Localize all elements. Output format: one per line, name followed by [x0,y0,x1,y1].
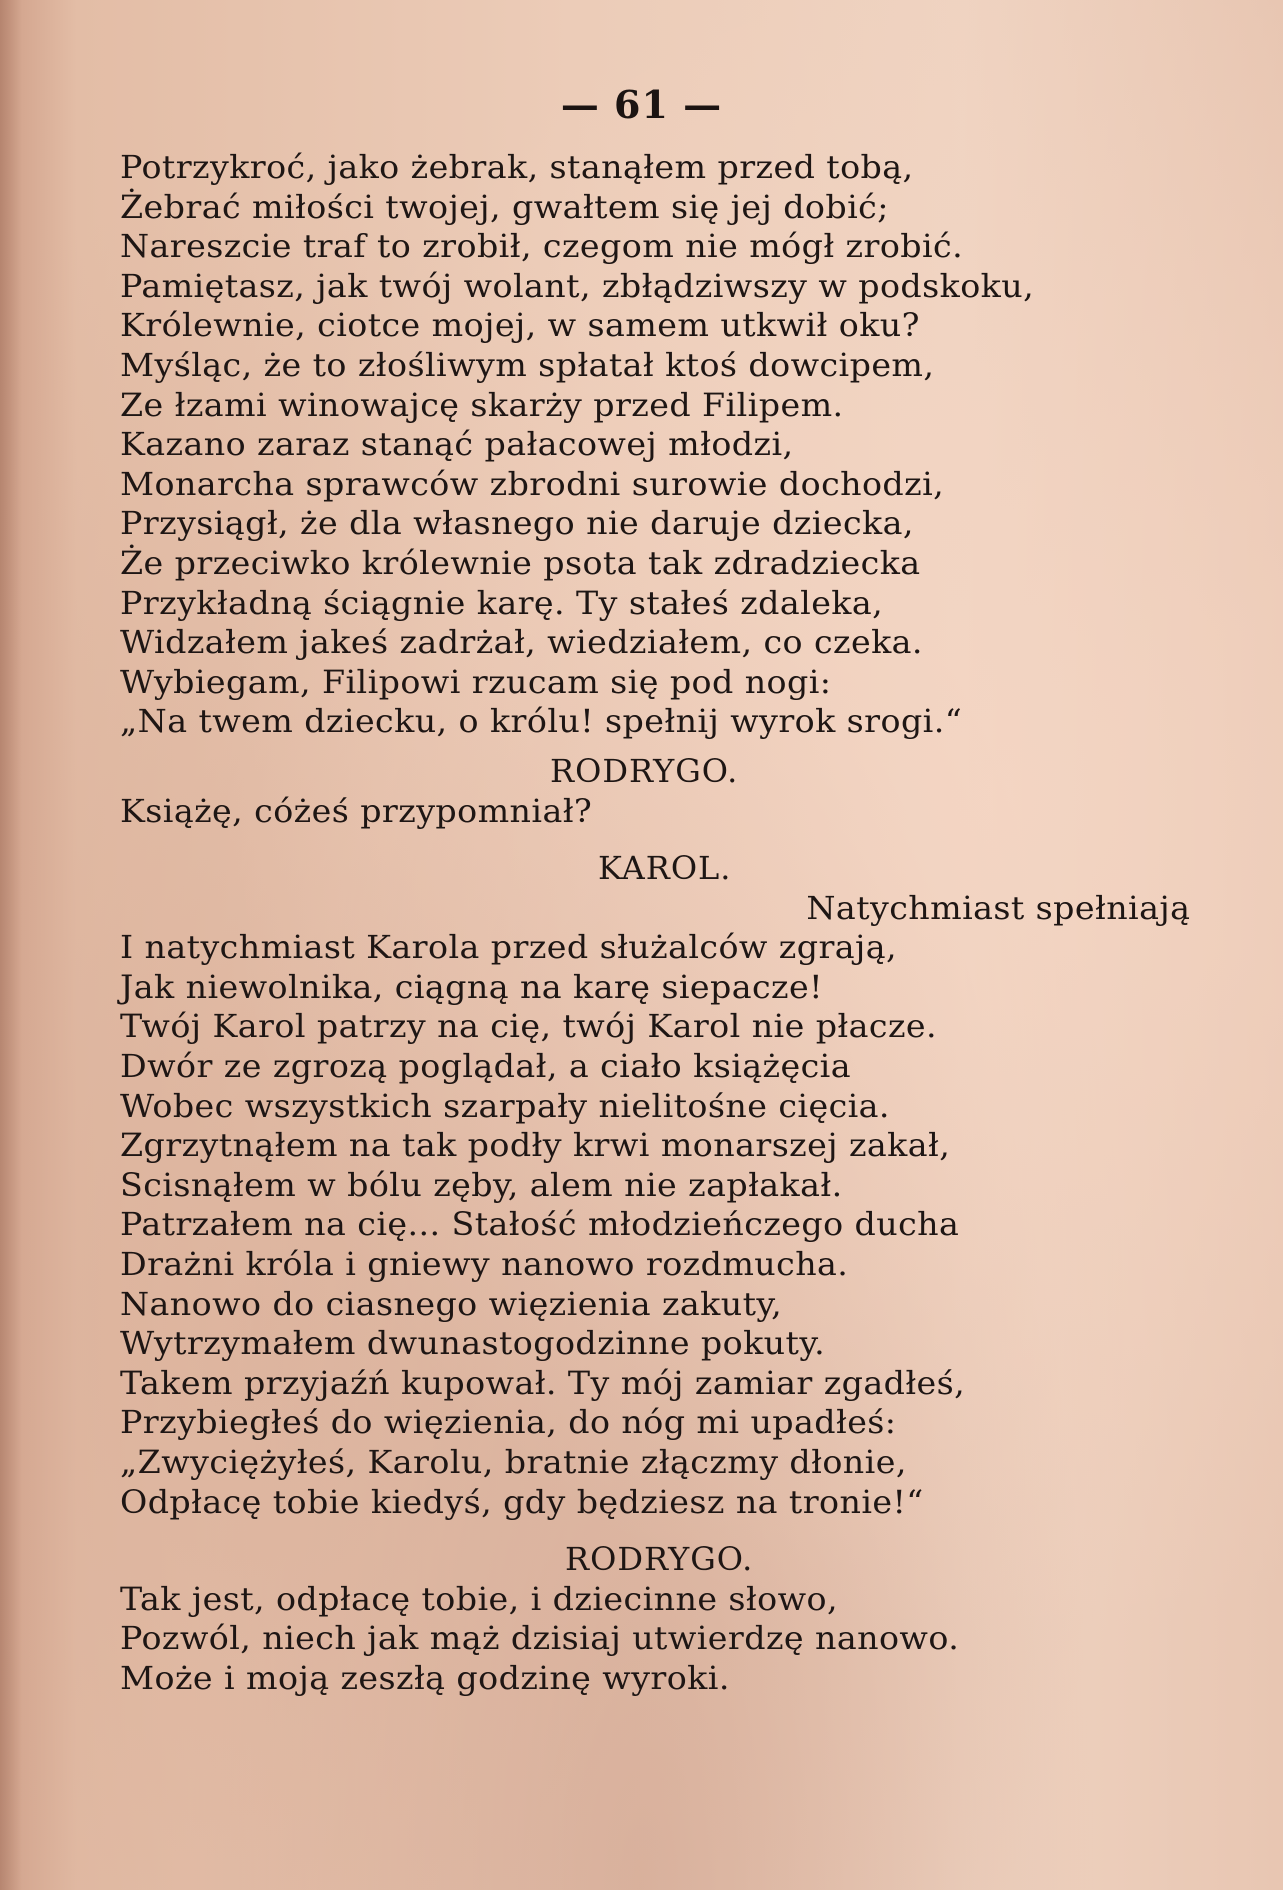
verse-line: Kazano zaraz stanąć pałacowej młodzi, [120,425,794,464]
speaker-name-rodrygo: RODRYGO. [565,1540,754,1579]
speaker-name-rodrygo: RODRYGO. [550,751,739,790]
page-number: — 61 — [560,82,723,127]
verse-line: Tak jest, odpłacę tobie, i dziecinne słowo, [120,1579,838,1618]
page-edge-shadow [0,0,22,1890]
verse-line: Ze łzami winowajcę skarży przed Filipem. [120,385,844,424]
verse-line: Przybiegłeś do więzienia, do nóg mi upadłeś: [120,1403,897,1442]
verse-line: Widzałem jakeś zadrżał, wiedziałem, co czeka. [120,623,923,662]
verse-line: Myśląc, że to złośliwym spłatał ktoś dowcipem, [120,345,935,384]
verse-line: Pozwól, niech jak mąż dzisiaj utwierdzę nanowo. [120,1619,960,1658]
verse-line: Dwór ze zgrozą poglądał, a ciało książęcia [120,1047,851,1086]
verse-line: Wybiegam, Filipowi rzucam się pod nogi: [120,662,832,701]
verse-line: „Na twem dziecku, o królu! spełnij wyrok srogi.“ [120,702,963,741]
verse-line: Wobec wszystkich szarpały nielitośne cięcia. [120,1086,890,1125]
verse-line: Żebrać miłości twojej, gwałtem się jej dobić; [120,187,889,226]
verse-line: Przykładną ściągnie karę. Ty stałeś zdaleka, [120,583,884,622]
speaker-name-karol: KAROL. [598,849,732,888]
verse-line: Potrzykroć, jako żebrak, stanąłem przed tobą, [120,148,914,186]
verse-line: Drażni króla i gniewy nanowo rozdmucha. [120,1245,849,1284]
verse-line: Nareszcie traf to zrobił, czegom nie mógł zrobić. [120,227,964,266]
verse-line: I natychmiast Karola przed służalców zgrają, [120,928,898,967]
verse-line: Wytrzymałem dwunastogodzinne pokuty. [120,1324,826,1363]
verse-block-2 [120,928,1200,1522]
verse-block-3 [120,1580,1200,1699]
verse-line: Monarcha sprawców zbrodni surowie dochodzi, [120,464,945,503]
verse-line: Jak niewolnika, ciągną na karę siepacze! [120,967,823,1006]
verse-line: Nanowo do ciasnego więzienia zakuty, [120,1284,783,1323]
verse-line: Że przeciwko królewnie psota tak zdradziecka [120,543,921,582]
verse-line: Twój Karol patrzy na cię, twój Karol nie płacze. [120,1007,938,1046]
verse-line: Przysiągł, że dla własnego nie daruje dziecka, [120,504,914,543]
verse-line: „Zwyciężyłeś, Karolu, bratnie złączmy dłonie, [120,1443,907,1481]
verse-line: Może i moją zeszłą godzinę wyroki. [120,1658,730,1697]
verse-line: Zgrzytnąłem na tak podły krwi monarszej zakał, [120,1126,951,1165]
verse-text [120,148,1200,1699]
verse-line: Książę, cóżeś przypomniał? [120,791,593,830]
verse-line: Odpłacę tobie kiedyś, gdy będziesz na tronie!“ [120,1482,924,1521]
verse-line-continuation: Natychmiast spełniają [806,888,1191,927]
verse-line: Takem przyjaźń kupował. Ty mój zamiar zgadłeś, [120,1363,966,1402]
verse-line: Scisnąłem w bólu zęby, alem nie zapłakał. [120,1165,843,1204]
verse-block-1 [120,148,1200,742]
verse-line: Patrzałem na cię... Stałość młodzieńczego ducha [120,1205,960,1244]
verse-line: Królewnie, ciotce mojej, w samem utkwił oku? [120,306,920,345]
verse-line: Pamiętasz, jak twój wolant, zbłądziwszy w podskoku, [120,266,1035,305]
